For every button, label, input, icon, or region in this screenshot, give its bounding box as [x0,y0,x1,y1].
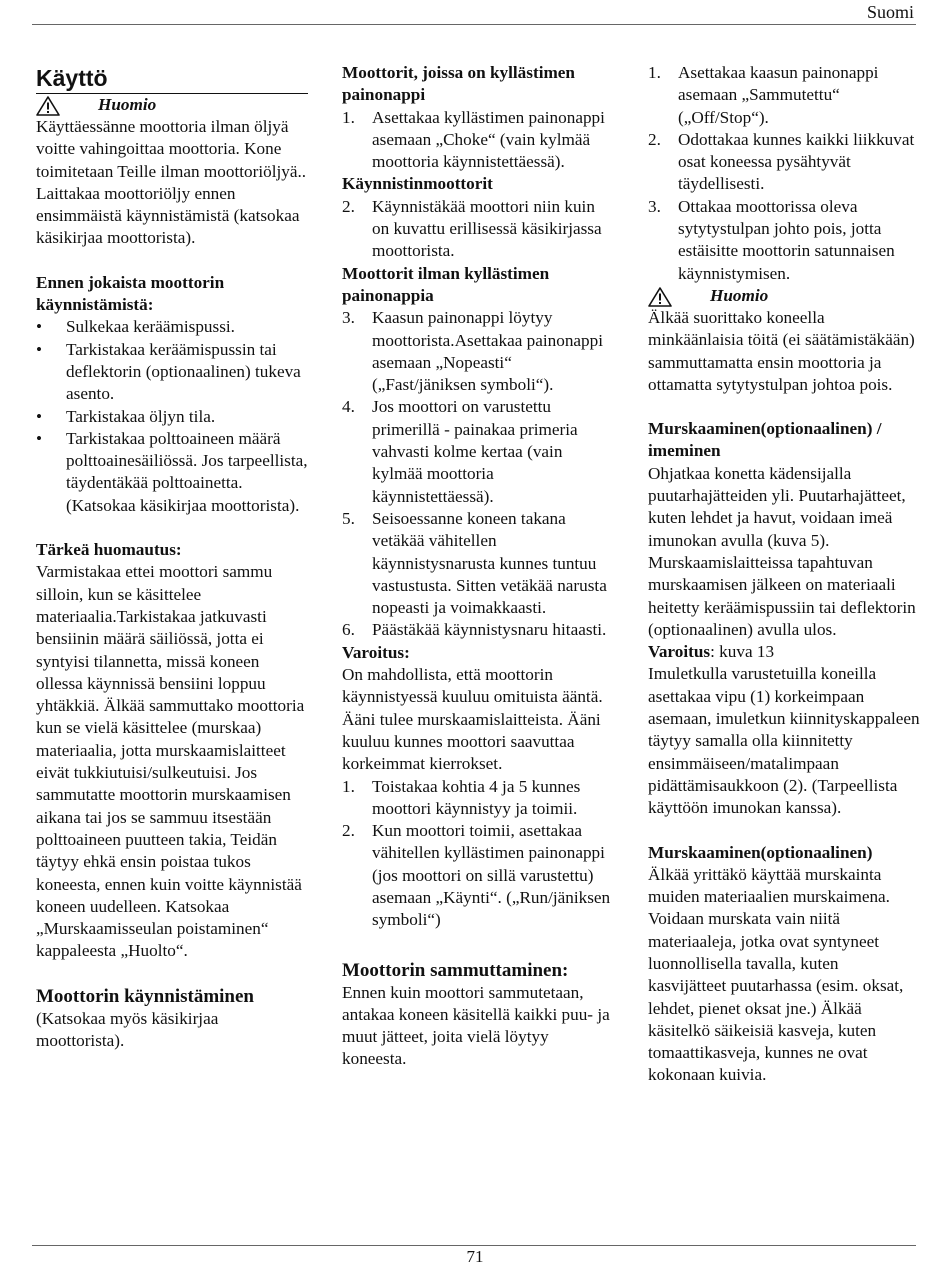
list-item [36,316,308,338]
step-number: 4. [342,397,355,417]
step-text: Kun moottori toimii, asettakaa vähitellen kyllästimen painonappi (jos moottori on sillä varustettu) asemaan „Käynti“. („Run/jäniksen symboli“) [372,821,611,930]
starter-steps [342,196,614,263]
no-choke-steps [342,307,614,641]
step-text: Päästäkää käynnistysnaru hitaasti. [372,620,607,640]
important-text: Varmistakaa ettei moottori sammu silloin, kun se käsittelee materiaalia.Tarkistakaa jatkuvasti bensiinin määrä säiliössä, jotta ei syntyisi tilannetta, missä koneen ollessa käynnissä bensiini loppuu yhtäkkiä. Älkää sammuttako moottoria kun se vielä käsittelee (murskaa) materiaalia, jotta murskaamislaitteet eivät tukkiutuisi/sulkeutuisi. Jos sammutatte moottorin murskaamisen aikana tai jos se sammuu itsestään polttoaineen puutteen takia, Teidän täytyy ehkä ensin poistaa tukos koneesta, ennen kuin voitte käynnistää koneen uudelleen. Katsokaa „Murskaamisseulan poistaminen“ kappaleesta „Huolto“. [36,562,305,961]
start-text: (Katsokaa myös käsikirjaa moottorista). [36,1008,219,1050]
list-item [648,129,920,196]
warning-line [648,641,920,663]
list-item [36,339,308,406]
list-item [36,428,308,517]
step-number: 2. [342,821,355,841]
language-label: Suomi [866,2,914,22]
bullet-icon: • [36,406,43,426]
starter-heading: Käynnistinmoottorit [342,174,493,194]
list-item-text: Tarkistakaa keräämispussin tai deflektorin (optionaalinen) tukeva asento. [66,339,301,404]
step-number: 6. [342,620,355,640]
caution-heading: Huomio [98,95,157,114]
list-item-text: Tarkistakaa polttoaineen määrä polttoainesäiliössä. Jos tarpeellista, täydentäkää polttoainetta. (Katsokaa käsikirjaa moottorista). [66,428,308,515]
step-text: Ottakaa moottorissa oleva sytytystulpan johto pois, jotta estäisitte moottorin satunnaisen käynnistymisen. [678,196,895,283]
warning-triangle-icon [36,96,60,116]
step-number: 5. [342,508,355,528]
list-item-text: Tarkistakaa öljyn tila. [66,406,216,426]
step-number: 3. [648,196,661,216]
header-rule [32,24,916,25]
stop-heading: Moottorin sammuttaminen: [342,959,569,981]
crush-text: Älkää yrittäkö käyttää murskainta muiden materiaalien murskaimena. Voidaan murskata vain niitä materiaaleja, jotka ovat syntyneet luonnollisella tavalla, kuten kasvijätteet puutarhassa (esim. oksat, lehdet, pienet oksat jne.) Älkää käsitelkö säikeisiä kasveja, kuten tomaattikasveja, kunnes ne ovat kokonaan kuivia. [648,864,904,1085]
choke-heading: Moottorit, joissa on kyllästimen painonappi [342,63,575,105]
list-item [648,62,920,129]
page-number: 71 [466,1247,484,1266]
column-3 [648,62,920,1087]
bullet-icon: • [36,317,43,337]
choke-steps [342,107,614,174]
footer-rule [32,1245,916,1246]
column-1 [36,62,308,1052]
before-start-heading: Ennen jokaista moottorin käynnistämistä: [36,272,225,315]
list-item [342,508,614,619]
list-item [342,776,614,821]
warning-text: Imuletkulla varustetuilla koneilla asettakaa vipu (1) korkeimpaan asemaan, imuletkun kiinnityskappaleen täytyy samalla olla kiinnitetty ensimmäiseen/matalimpaan pidättämisaukkoon (2). (Tarpeellista käyttöön imunokan kanssa). [648,664,920,818]
before-start-list [36,316,308,517]
warning-triangle-icon [648,287,672,307]
step-number: 1. [342,107,355,127]
list-item [342,307,614,396]
step-text: Kaasun painonappi löytyy moottorista.Asettakaa painonappi asemaan „Nopeasti“ („Fast/jäniksen symboli“). [372,308,604,395]
step-text: Jos moottori on varustettu primerillä - painakaa primeria vahvasti kolme kertaa (vain kylmää moottoria käynnistettäessä). [372,397,578,506]
crush-heading: Murskaaminen(optionaalinen) [648,842,873,862]
crush-vacuum-text: Ohjatkaa konetta kädensijalla puutarhajätteiden yli. Puutarhajätteet, kuten lehdet ja havut, voidaan imeä imunokan avulla (kuva 5). Murskaamislaitteissa tapahtuvan murskaamisen jälkeen on materiaali heitetty keräämispussiin tai deflektorin (optionaalinen) avulla ulos. [648,463,916,639]
warning-text: On mahdollista, että moottorin käynnistyessä kuuluu omituista ääntä. Ääni tulee murskaamislaitteista. Ääni kuuluu kunnes moottori saavuttaa korkeimmat kierrokset. [342,665,603,774]
important-heading: Tärkeä huomautus: [36,540,182,560]
list-item [342,196,614,263]
list-item [342,820,614,931]
stop-steps [648,62,920,285]
step-number: 1. [648,63,661,82]
stop-text: Ennen kuin moottori sammutetaan, antakaa koneen käsitellä kaikki puu- ja muut jätteet, joita vielä löytyy koneesta. [342,982,610,1069]
list-item [36,406,308,428]
list-item-text: Sulkekaa keräämispussi. [66,317,235,337]
step-text: Odottakaa kunnes kaikki liikkuvat osat koneessa pysähtyvät täydellisesti. [678,129,915,194]
section-title: Käyttö [36,63,308,94]
caution-heading-row [36,94,308,116]
step-text: Toistakaa kohtia 4 ja 5 kunnes moottori käynnistyy ja toimii. [372,776,581,818]
warning-ref: : kuva 13 [710,642,775,662]
list-item [648,196,920,285]
step-number: 2. [342,196,355,216]
step-text: Asettakaa kyllästimen painonappi asemaan „Choke“ (vain kylmää moottoria käynnistettäessä). [372,107,605,172]
step-text: Seisoessanne koneen takana vetäkää vähitellen käynnistysnarusta kunnes tuntuu vastustusta. Sitten vetäkää narusta nopeasti ja voimakkaasti. [372,508,607,618]
bullet-icon: • [36,339,43,359]
step-number: 3. [342,308,355,328]
crush-vacuum-heading: Murskaaminen(optionaalinen) / imeminen [648,419,882,461]
step-number: 1. [342,776,355,796]
list-item [342,107,614,174]
warning-heading: Varoitus: [342,642,410,662]
column-2 [342,62,614,1071]
caution-text: Käyttäessänne moottoria ilman öljyä voitte vahingoittaa moottoria. Kone toimitetaan Teille ilman moottoriöljyä.. Laittakaa moottoriöljy ennen ensimmäistä käynnistämistä (katsokaa käsikirjaa moottorista). [36,117,307,248]
step-text: Käynnistäkää moottori niin kuin on kuvattu erillisessä käsikirjassa moottorista. [372,196,602,261]
caution-heading-row [648,285,920,307]
step-number: 2. [648,129,661,149]
bullet-icon: • [36,428,43,448]
caution-heading: Huomio [710,285,769,305]
no-choke-heading: Moottorit ilman kyllästimen painonappia [342,263,550,305]
step-text: Asettakaa kaasun painonappi asemaan „Sammutettu“ („Off/Stop“). [678,63,879,127]
caution-text: Älkää suorittako koneella minkäänlaisia töitä (ei säätämistäkään) sammuttamatta ensin moottoria ja ottamatta sytytystulpan johtoa pois. [648,307,915,394]
warning-label: Varoitus [648,642,711,662]
after-start-steps [342,776,614,932]
list-item [342,619,614,641]
list-item [342,396,614,507]
start-heading: Moottorin käynnistäminen [36,985,254,1007]
